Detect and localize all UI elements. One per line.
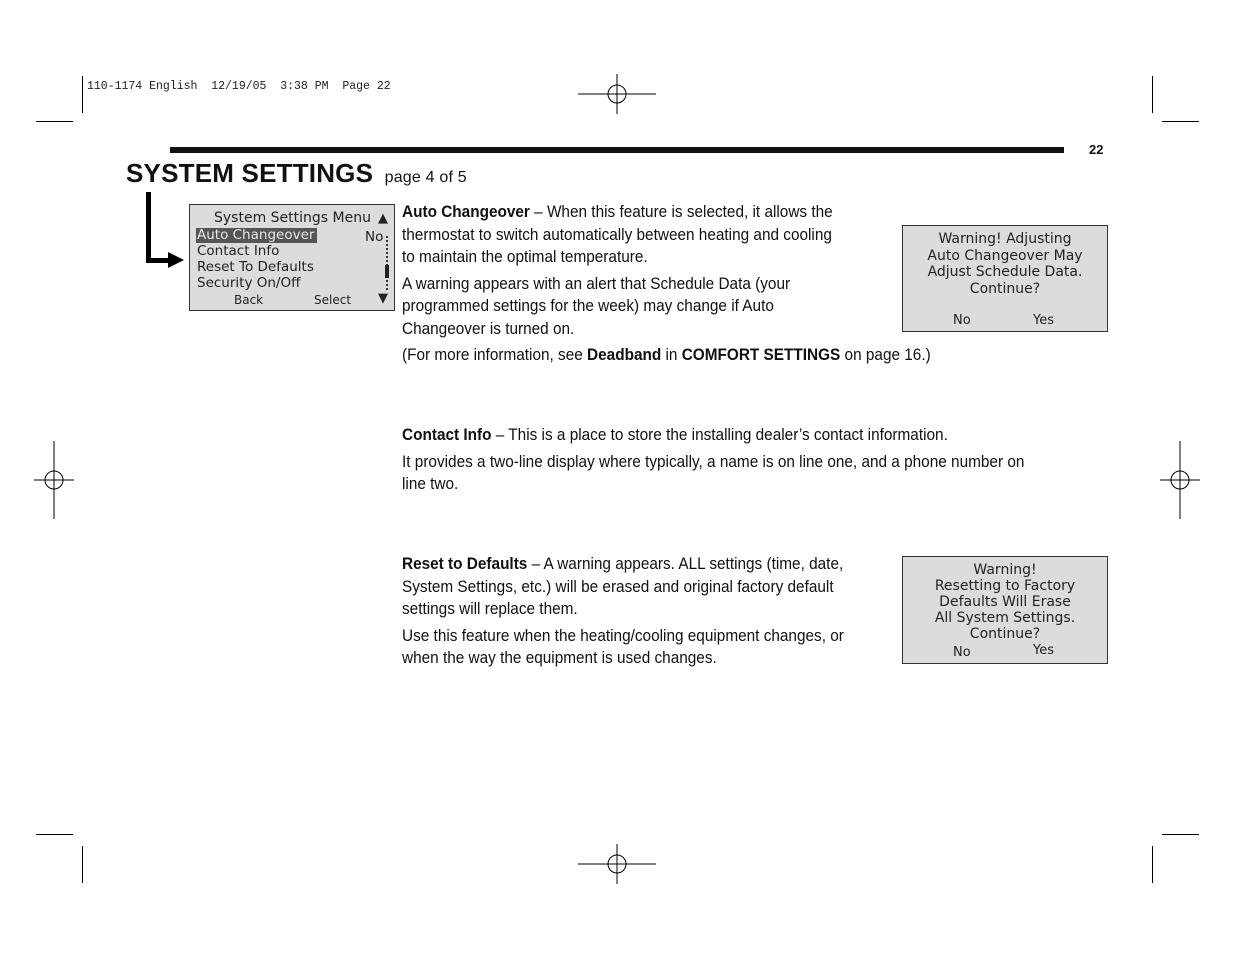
yes-softkey[interactable]: Yes (1033, 643, 1054, 658)
menu-item-value: No (365, 229, 384, 245)
menu-item-security[interactable]: Security On/Off (197, 275, 301, 291)
scrollbar-thumb (385, 265, 389, 278)
reset-defaults-paragraph (402, 553, 844, 670)
text-line: Use this feature when the heating/cooling equipment changes, or (402, 626, 844, 645)
reset-warning-screen (902, 556, 1108, 664)
text-line: – When this feature is selected, it allows the (529, 203, 833, 221)
no-softkey[interactable]: No (953, 645, 971, 660)
crop-mark (1152, 76, 1153, 113)
text-line: System Settings, etc.) will be erased and original factory default (402, 577, 834, 596)
menu-item-auto-changeover[interactable]: Auto Changeover (196, 228, 317, 243)
text-line: (For more information, see Deadband in COMFORT SETTINGS on page 16.) (402, 346, 931, 364)
page-title (126, 158, 467, 189)
crop-mark (1162, 834, 1199, 835)
text-line: A warning appears with an alert that Schedule Data (your (402, 274, 791, 293)
text-line: programmed settings for the week) may change if Auto (402, 297, 774, 315)
changeover-warning-screen (902, 225, 1108, 332)
system-settings-menu-screen (189, 204, 395, 311)
print-slug: 110-1174 English 12/19/05 3:38 PM Page 22 (87, 80, 391, 93)
warning-text: Warning! Adjusting Auto Changeover May Adjust Schedule Data. Continue? (927, 231, 1083, 297)
registration-mark (578, 74, 656, 114)
header-rule (170, 147, 1064, 153)
crop-mark (1152, 846, 1153, 883)
arrow-down-icon: ▼ (378, 291, 388, 306)
text-line: line two. (402, 475, 459, 493)
registration-mark (34, 441, 74, 519)
crop-mark (36, 834, 73, 835)
section-subtitle: page 4 of 5 (384, 169, 467, 186)
menu-title: System Settings Menu (214, 210, 371, 226)
text-line: – This is a place to store the installing dealer’s contact information. (491, 426, 948, 444)
back-softkey[interactable]: Back (234, 293, 264, 307)
contact-info-paragraph (402, 424, 1090, 496)
no-softkey[interactable]: No (953, 313, 971, 328)
text-line: Changeover is turned on. (402, 319, 575, 338)
text-line: when the way the equipment is used changes. (402, 649, 717, 667)
crop-mark (36, 121, 73, 122)
registration-mark (578, 844, 656, 884)
crop-mark (1162, 121, 1199, 122)
menu-item-reset-defaults[interactable]: Reset To Defaults (197, 259, 314, 275)
text-line: – A warning appears. ALL settings (time, date, (527, 555, 844, 573)
scrollbar-track (386, 236, 388, 290)
select-softkey[interactable]: Select (314, 293, 352, 307)
crop-mark (82, 76, 83, 113)
yes-softkey[interactable]: Yes (1033, 313, 1054, 328)
page-number: 22 (1089, 142, 1104, 157)
text-line: It provides a two-line display where typically, a name is on line one, and a phone number on (402, 452, 1025, 471)
registration-mark (1160, 441, 1200, 519)
text-line: settings will replace them. (402, 600, 578, 618)
section-title: SYSTEM SETTINGS (126, 158, 374, 188)
arrow-up-icon: ▲ (378, 211, 388, 226)
term-auto-changeover: Auto Changeover (402, 203, 530, 221)
term-reset-defaults: Reset to Defaults (402, 555, 528, 573)
text-line: to maintain the optimal temperature. (402, 248, 648, 266)
pointer-line (146, 192, 151, 262)
auto-changeover-paragraph (402, 201, 931, 367)
term-contact-info: Contact Info (402, 426, 492, 444)
crop-mark (82, 846, 83, 883)
text-line: thermostat to switch automatically between heating and cooling (402, 225, 832, 244)
arrow-right-icon (168, 252, 184, 268)
warning-text: Warning! Resetting to Factory Defaults Will Erase All System Settings. Continue? (934, 562, 1076, 642)
menu-item-contact-info[interactable]: Contact Info (197, 243, 280, 259)
